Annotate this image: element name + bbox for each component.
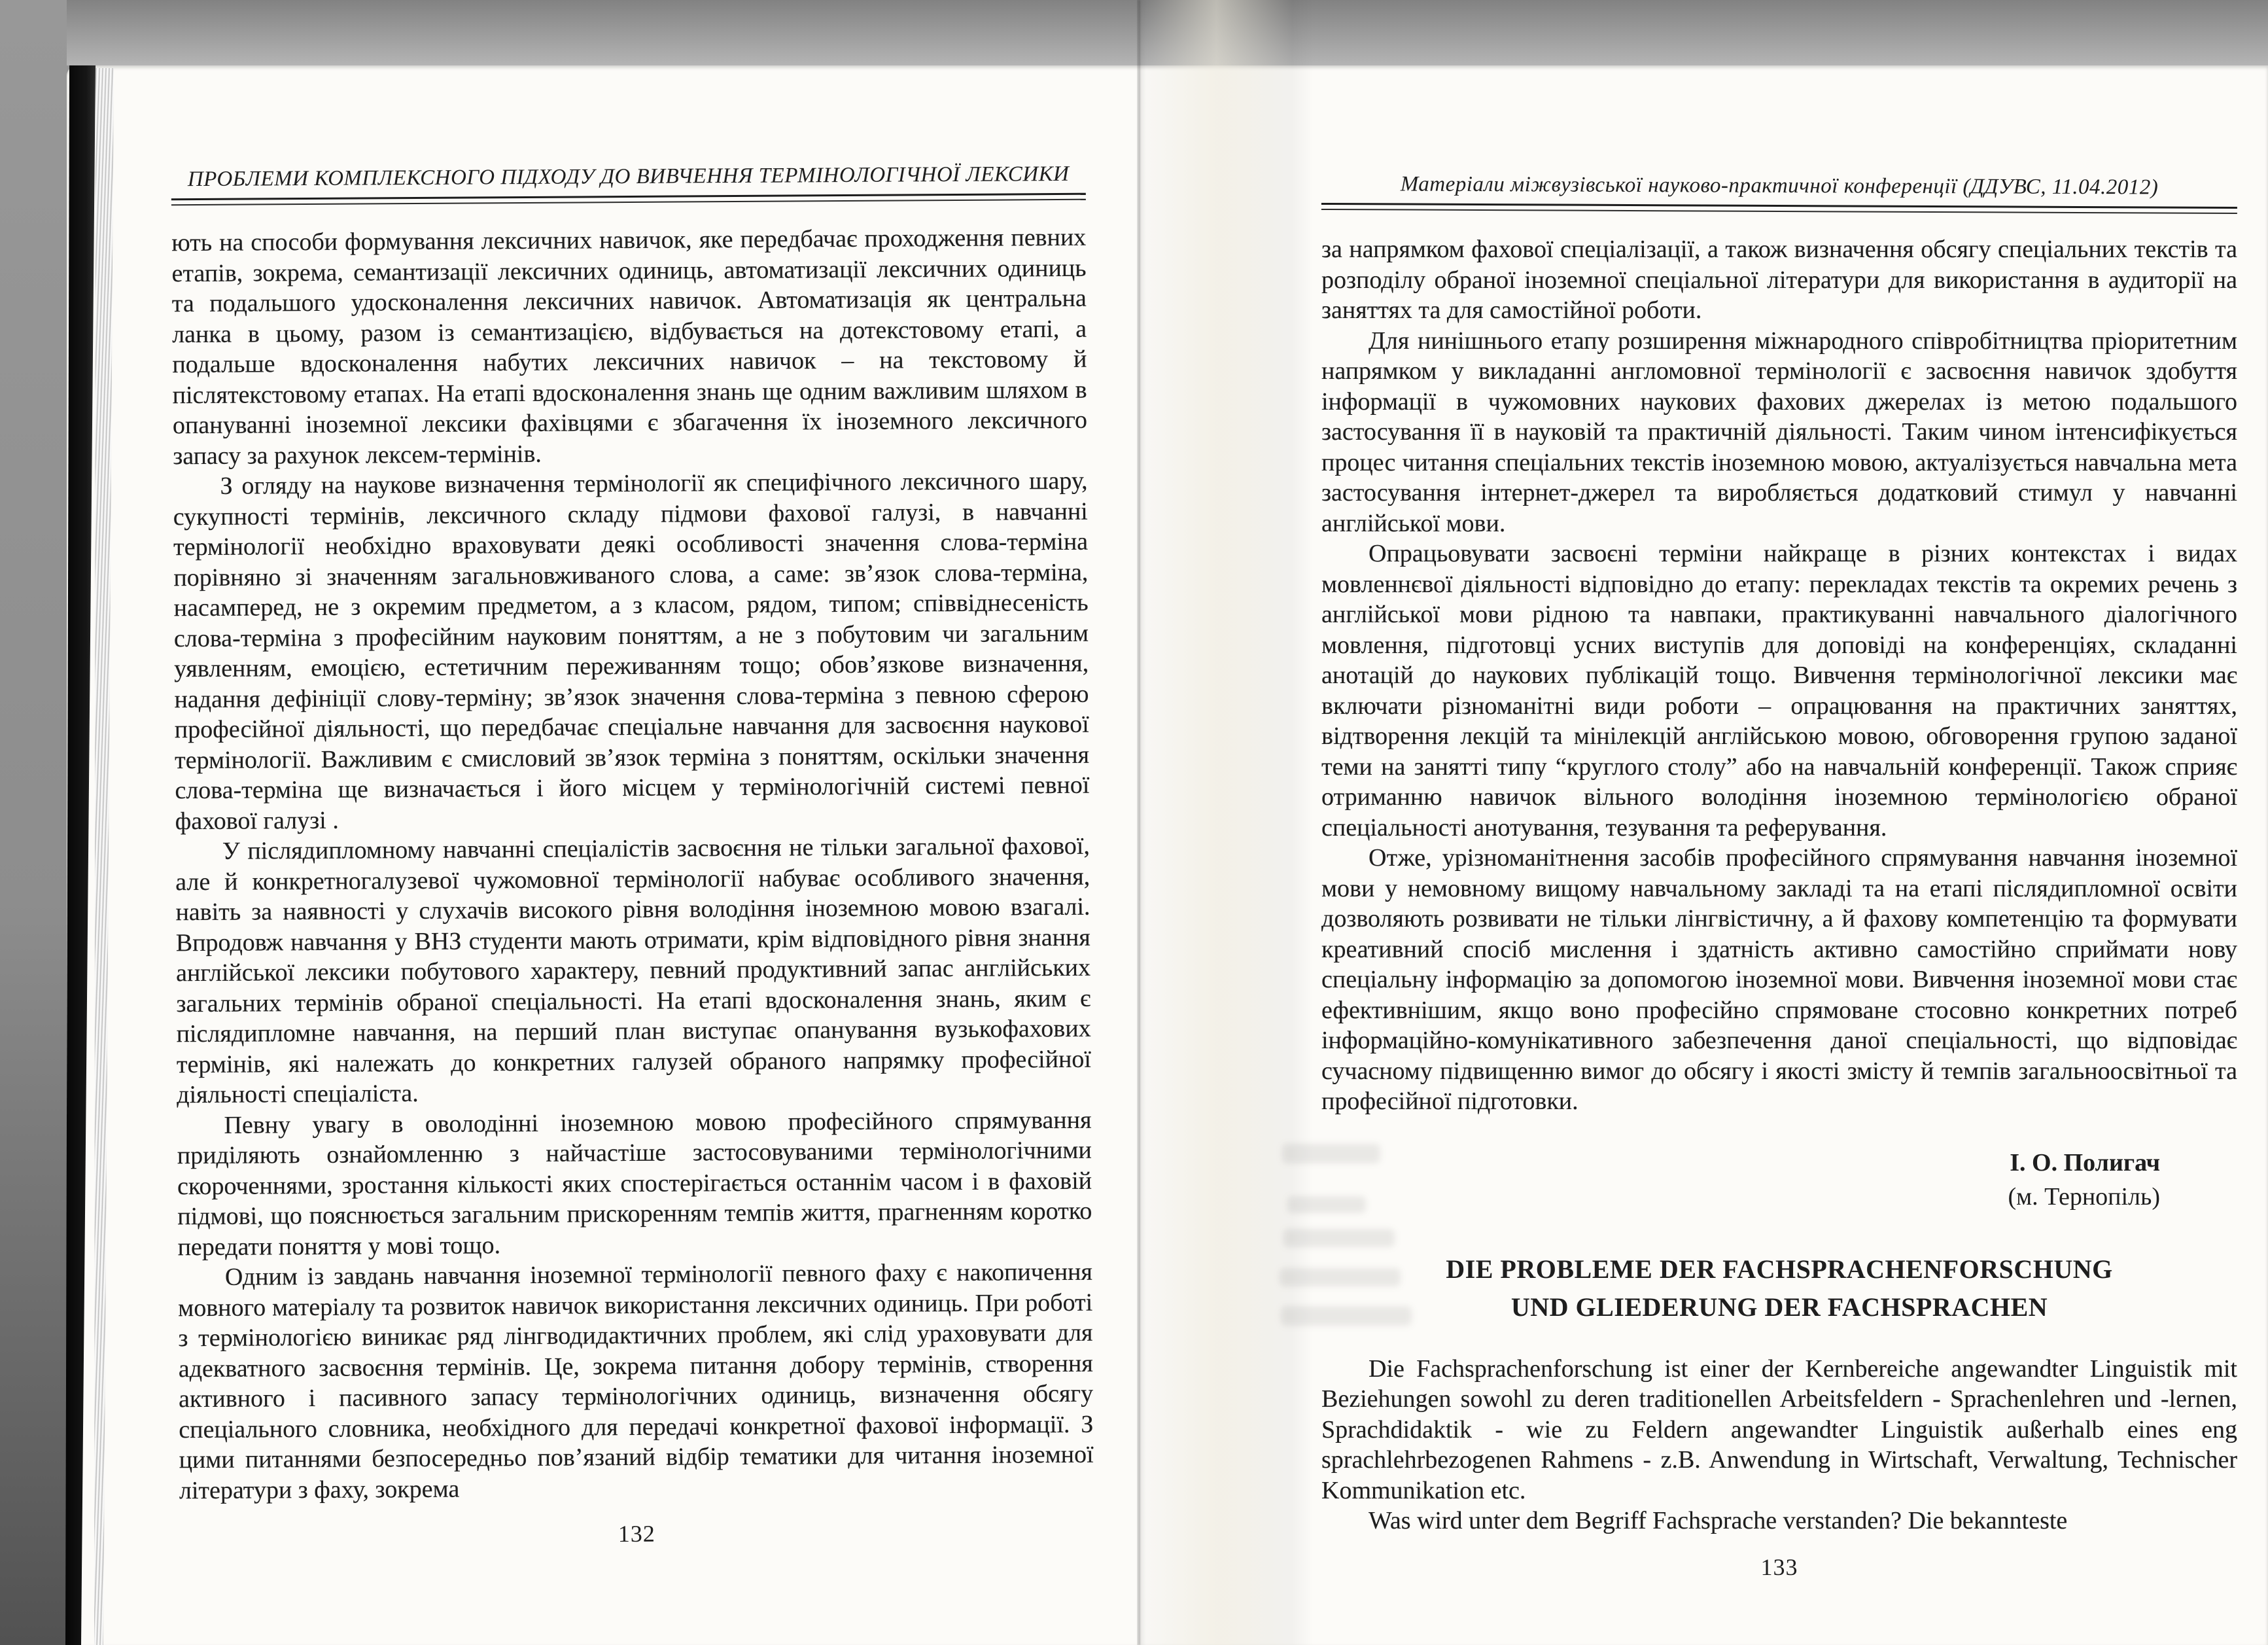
body-paragraph: Для нинішнього етапу розширення міжнародного співробітництва пріоритетним напрямком у викладанні англомовної термінології є засвоєння навичок здобуття інформації в чужомовних наукових фахових джерелах із метою подальшого застосування її в науковій та практичній діяльності. Таким чином інтенсифікується процес читання спеціальних текстів іноземною мовою, актуалізується навчальна мета застосування інтернет-джерел та виробляється додатковий стимул у навчанні англійської мови. xyxy=(1321,327,2237,537)
left-running-header-text: ПРОБЛЕМИ КОМПЛЕКСНОГО ПІДХОДУ ДО ВИВЧЕННЯ ТЕРМІНОЛОГІЧНОЇ ЛЕКСИКИ xyxy=(187,162,1070,192)
article-title xyxy=(1321,1250,2237,1326)
body-paragraph: за напрямком фахової спеціалізації, а також визначення обсягу спеціальних текстів та розподілу обраної іноземної спеціальної літератури для використання в аудиторії на заняттях та для самостійної роботи. xyxy=(1321,236,2237,324)
header-rule xyxy=(1321,209,2237,214)
right-page xyxy=(1321,174,2237,1581)
body-paragraph: Die Fachsprachenforschung ist einer der Kernbereiche angewandter Linguistik mit Beziehungen sowohl zu deren traditionellen Arbeitsfeldern - Sprachenlehren und -lernen, Sprachdidaktik - wie zu Feldern angewandter Linguistik außerhalb eines eng sprachlehrbezogenen Rahmens - z.B. Anwendung in Wirtschaft, Verwaltung, Technischer Kommunikation etc. xyxy=(1321,1354,2237,1504)
page-number-left: 132 xyxy=(618,1520,655,1548)
scanner-background-left xyxy=(0,0,67,1645)
left-page-body xyxy=(171,222,1094,1506)
body-paragraph: ють на способи формування лексичних навичок, яке передбачає проходження певних етапів, зокрема, семантизації лексичних одиниць, автоматизації лексичних одиниць та подальшого удосконалення лексичних навичок. Автоматизація як центральна ланка в цьому, разом із семантизацією, відбувається на дотекстовому етапі, а подальше вдосконалення набутих лексичних навичок – на текстовому й післятекстовому етапах. На етапі вдосконалення знань ще одним важливим шляхом в опануванні іноземної лексики фахівцями є збагачення їх іноземного лексичного запасу за рахунок лексем-термінів. xyxy=(171,223,1088,470)
body-paragraph: У післядипломному навчанні спеціалістів засвоєння не тільки загальної фахової, але й конкретногалузевої чужомовної термінології набуває особливого значення, навіть за наявності у слухачів високого рівня володіння іноземною мовою взагалі. Впродовж навчання у ВНЗ студенти мають отримати, крім відповідного рівня знання англійської лексики побутового характеру, певний продуктивний запас англійських загальних термінів обраної спеціальності. На етапі вдосконалення знань, яким є післядипломне навчання, на перший план виступає опанування вузькофахових термінів, які належать до конкретних галузей обраного напрямку професійної діяльності спеціаліста. xyxy=(175,832,1092,1109)
body-paragraph: Одним із завдань навчання іноземної термінології певного фаху є накопичення мовного матеріалу та розвиток навичок використання лексичних одиниць. При роботі з термінологією виникає ряд лінгводидактичних проблем, які слід ураховувати для адекватного засвоєння термінів. Це, зокрема питання добору термінів, створення активного і пасивного запасу термінологічних одиниць, визначення обсягу спеціального словника, необхідного для передачі конкретної фахової інформації. З цими питаннями безпосередньо пов’язаний відбір тематики для читання іноземної літератури з фаху, зокрема xyxy=(178,1258,1094,1504)
right-page-body xyxy=(1321,234,2237,1117)
body-paragraph: Певну увагу в оволодінні іноземною мовою професійного спрямування приділяють ознайомленню з найчастіше застосовуваними термінологічними скороченнями, зростання кількості яких спостерігається останнім часом і в фаховій підмові, що пояснюється загальним прискоренням темпів життя, прагненням коротко передати поняття у мові тощо. xyxy=(177,1106,1092,1261)
scanner-background-top xyxy=(0,0,2268,65)
header-rule xyxy=(171,199,1086,206)
left-running-header xyxy=(171,162,1086,206)
book-gutter-shadow xyxy=(1137,0,1314,1645)
german-text-block xyxy=(1321,1354,2237,1536)
body-paragraph: Отже, урізноманітнення засобів професійного спрямування навчання іноземної мови у немовному вищому навчальному закладі та на етапі післядипломної освіти дозволяють розвивати не тільки лінгвістичну, а й фахову компетенцію та формувати креативний спосіб мислення і здатність активно самостійно сприймати нову спеціальну інформацію за допомогою іноземної мови. Вивчення іноземної мови стає ефективнішим, якщо воно професійно спрямоване стосовно конкретних потреб інформаційно-комунікативного забезпечення даної спеціальності, що відповідає сучасному підвищенню вимог до обсягу і якості змісту й темпів загальноосвітньої та професійної підготовки. xyxy=(1321,844,2237,1115)
article-title-line1: DIE PROBLEME DER FACHSPRACHENFORSCHUNG xyxy=(1446,1254,2113,1284)
book-gutter-crease xyxy=(1138,0,1140,1645)
author-location: (м. Тернопіль) xyxy=(2008,1182,2160,1211)
body-paragraph: Was wird unter dem Begriff Fachsprache verstanden? Die bekannteste xyxy=(1369,1507,2068,1534)
author-name: І. О. Полигач xyxy=(2010,1148,2160,1176)
author-block xyxy=(1321,1146,2237,1214)
body-paragraph: З огляду на наукове визначення термінології як специфічного лексичного шару, сукупності термінів, лексичного складу підмови фахової галузі, в навчанні термінології необхідно враховувати деякі особливості значення слова-терміна порівняно зі значенням загальновживаного слова, а саме: зв’язок слова-терміна, насамперед, не з окремим предметом, а з класом, рядом, типом; співвіднесеність слова-терміна з професійним науковим поняттям, а не з побутовим чи загальним уявленням, емоцією, естетичним переживанням тощо; обов’язкове визначення, надання дефініції слову-терміну; зв’язок значення слова-терміна з певною сферою професійної діяльності, що передбачає спеціальне навчання для засвоєння наукової термінології. Важливим є смисловий зв’язок терміна з поняттям, оскільки значення слова-терміна ще визначається і його місцем у термінологічній системі певної фахової галузі . xyxy=(173,467,1090,835)
right-running-header xyxy=(1321,172,2237,214)
page-number-right: 133 xyxy=(1760,1553,1798,1580)
article-title-line2: UND GLIEDERUNG DER FACHSPRACHEN xyxy=(1510,1292,2048,1322)
body-paragraph: Опрацьовувати засвоєні терміни найкраще в різних контекстах і видах мовленнєвої діяльності відповідно до етапу: перекладах текстів та окремих речень з англійської мови рідною та навпаки, практикуванні навчального діалогічного мовлення, підготовці усних виступів для доповіді на конференціях, складанні анотацій до наукових публікацій тощо. Вивчення термінологічної лексики має включати різноманітні види роботи – опрацювання на практичних заняттях, відтворення лекцій та мінілекцій англійською мовою, обговорення групою заданої теми на занятті типу “круглого столу” або на навчальній конференції. Також сприяє отриманню навичок вільного володіння іноземною термінологією обраної спеціальності анотування, тезування та реферування. xyxy=(1321,540,2237,841)
left-page xyxy=(171,162,1094,1551)
right-running-header-text: Матеріали міжвузівської науково-практичної конференції (ДДУВС, 11.04.2012) xyxy=(1400,172,2159,200)
